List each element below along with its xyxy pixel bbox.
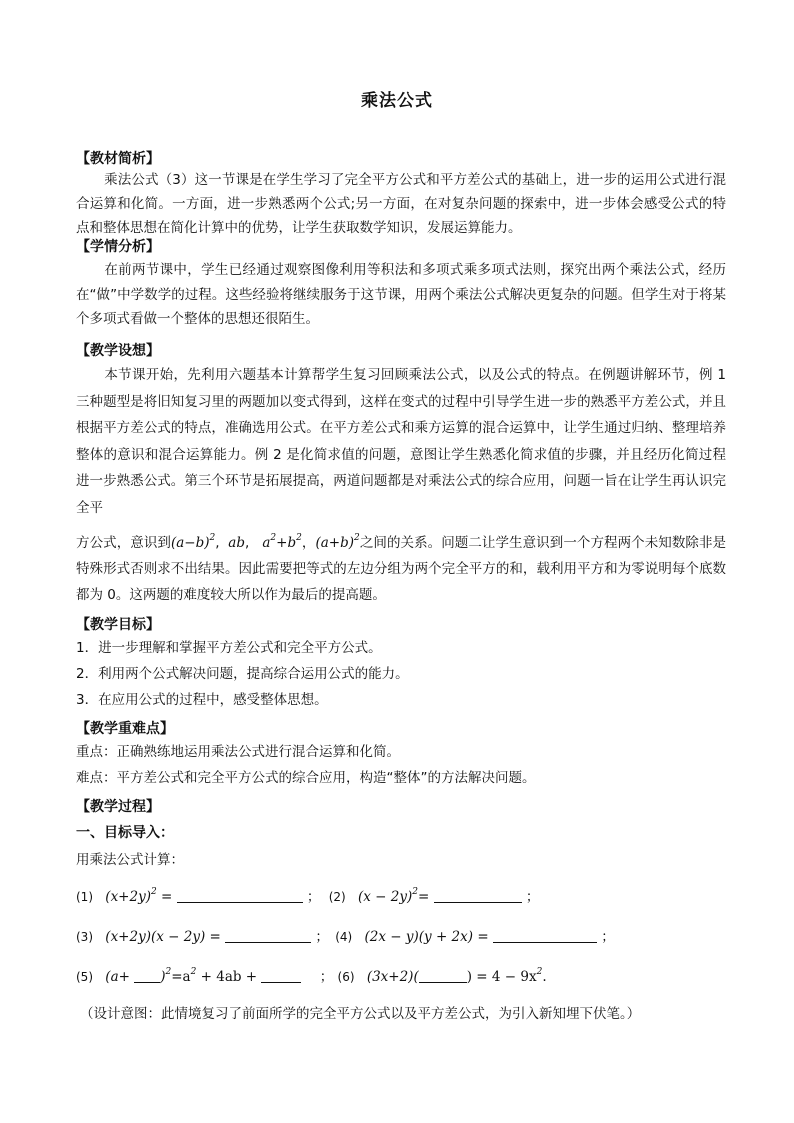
paragraph-design-continued: 方公式，意识到$(a-b)^2$, ab, $a^2+b^2$，$(a+b)^2$之间的关系。问题二让学生意识到一个方程两个未知数除非是特殊形式否则求不出结果。因此需要把等式的左边分组为两个完全平方的和，载利用平方和为零说明每个底数都为 0。这两题的难度较大所以作为最后的提高题。 <box>76 533 727 603</box>
separator-2: ； <box>525 889 540 905</box>
separator-5: ； <box>319 969 334 985</box>
paragraph-design-prefix: 方公式，意识到 <box>76 535 171 551</box>
keypoint-difficult: 难点：平方差公式和完全平方公式的综合应用，构造“整体”的方法解决问题。 <box>76 770 536 786</box>
section-heading-goals: 【教学目标】 <box>76 617 160 633</box>
exercise-expression-4: (2x − y)(y + 2x) = <box>364 929 493 945</box>
exercise-number-4: (4) <box>335 930 353 944</box>
section-heading-keypoints: 【教学重难点】 <box>76 721 174 737</box>
separator-3: ； <box>315 929 329 945</box>
keypoint-important: 重点：正确熟练地运用乘法公式进行混合运算和化简。 <box>76 744 400 760</box>
answer-blank-2[interactable] <box>434 886 522 903</box>
answer-blank-1[interactable] <box>177 886 303 903</box>
exercise-number-1: (1) <box>76 890 93 904</box>
exercise-number-2: (2) <box>328 890 346 904</box>
exercise-expression-6: (3x+2)( ) = $4 - 9x^2$. <box>366 967 547 985</box>
design-note: （设计意图：此情境复习了前面所学的完全平方公式以及平方差公式，为引入新知埋下伏笔。） <box>80 1006 641 1022</box>
page-title: 乘法公式 <box>361 91 433 111</box>
answer-blank-6[interactable] <box>419 966 467 983</box>
answer-blank-4[interactable] <box>493 926 597 943</box>
paragraph-design <box>76 362 726 521</box>
answer-blank-5a[interactable] <box>134 966 160 983</box>
exercise-row-3 <box>76 966 547 988</box>
math-term-ab: ab <box>228 535 245 551</box>
answer-blank-5b[interactable] <box>261 966 301 983</box>
exercise-number-5: (5) <box>76 970 93 984</box>
goal-item-3: 3．在应用公式的过程中，感受整体思想。 <box>76 692 328 708</box>
exercise-number-6: (6) <box>337 970 355 984</box>
exercise-expression-5: $(a+ )^2=a^2 + 4ab$ + <box>105 967 262 985</box>
process-subheading: 一、目标导入： <box>76 825 174 841</box>
math-term-a-plus-b-squared: $(a+b)^2$ <box>315 533 360 551</box>
exercise-expression-1: $(x+2y)^2$ = <box>105 887 177 905</box>
section-heading-textbook: 【教材简析】 <box>76 151 160 167</box>
paragraph-design-text-1: 本节课开始，先利用六题基本计算帮学生复习回顾乘法公式，以及公式的特点。在例题讲解环节，例 1 三种题型是将旧知复习里的两题加以变式得到，这样在变式的过程中引导学生进一步的熟悉平方差公式，并且根据平方差公式的特点，准确选用公式。在平方差公式和乘方运算的混合运算中，让学生通过归纳、整理培养整体的意识和混合运算能力。例 2 是化简求值的问题，意图让学生熟悉化简求值的步骤，并且经历化简过程进一步熟悉公式。第三个环节是拓展提高，两道问题都是对乘法公式的综合应用，问题一旨在让学生再认识完全平 <box>76 367 726 516</box>
section-heading-students: 【学情分析】 <box>76 239 160 255</box>
goal-item-1: 1．进一步理解和掌握平方差公式和完全平方公式。 <box>76 640 382 656</box>
section-heading-design: 【教学设想】 <box>76 343 160 359</box>
separator-4: ； <box>601 929 615 945</box>
exercise-expression-3: (x+2y)(x − 2y) = <box>105 929 226 945</box>
exercise-number-3: (3) <box>76 930 93 944</box>
process-prompt: 用乘法公式计算： <box>76 852 184 868</box>
math-term-a2-plus-b2: $a^2+b^2$ <box>262 533 302 551</box>
paragraph-design-suffix: 之间的关系。问题二让学生意识到一个方程两个未知数除非是特殊形式否则求不出结果。因此需要把等式的左边分组为两个完全平方的和，载利用平方和为零说明每个底数都为 0。这两题的难度较大所以作为最后的提高题。 <box>76 535 727 603</box>
paragraph-students <box>76 258 726 332</box>
section-heading-process: 【教学过程】 <box>76 799 160 815</box>
separator-1: ； <box>306 889 321 905</box>
paragraph-textbook-text: 乘法公式（3）这一节课是在学生学习了完全平方公式和平方差公式的基础上，进一步的运用公式进行混合运算和化简。一方面，进一步熟悉两个公式;另一方面，在对复杂问题的探索中，进一步体会感受公式的特点和整体思想在简化计算中的优势，让学生获取数学知识，发展运算能力。 <box>76 172 726 236</box>
exercise-expression-2: $(x - 2y)^2=$ <box>358 887 430 905</box>
goal-item-2: 2．利用两个公式解决问题，提高综合运用公式的能力。 <box>76 666 409 682</box>
paragraph-students-text: 在前两节课中，学生已经通过观察图像利用等积法和多项式乘多项式法则，探究出两个乘法公式，经历在“做”中学数学的过程。这些经验将继续服务于这节课，用两个乘法公式解决更复杂的问题。但学生对于将某个多项式看做一个整体的思想还很陌生。 <box>76 262 726 327</box>
exercise-row-2 <box>76 926 615 948</box>
exercise-row-1 <box>76 886 539 908</box>
math-term-a-minus-b-squared: $(a-b)^2$ <box>170 533 216 551</box>
paragraph-textbook <box>76 168 726 240</box>
answer-blank-3[interactable] <box>225 926 311 943</box>
